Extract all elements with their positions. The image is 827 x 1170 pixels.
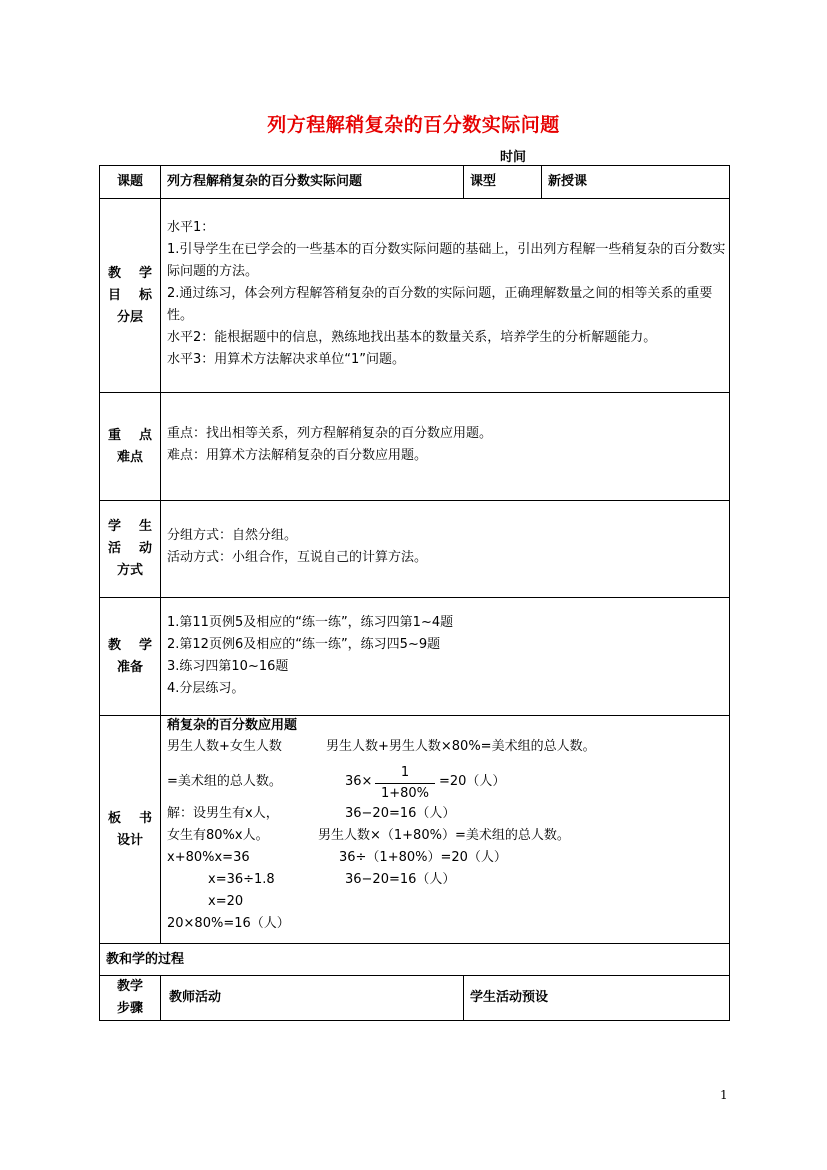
key-points-label-line: 重 点 [108, 427, 152, 443]
goals-label-line: 教 学 [108, 265, 152, 281]
goal-line: 2.通过练习，体会列方程解答稍复杂的百分数的实际问题，正确理解数量之间的相等关系的重要性。 [167, 286, 713, 323]
topic-value: 列方程解稍复杂的百分数实际问题 [161, 166, 464, 199]
activity-content [161, 501, 730, 598]
board-left-line: =美术组的总人数。 [167, 774, 282, 789]
board-left-line: 20×80%=16（人） [167, 916, 290, 931]
board-right-line: 36−20=16（人） [345, 872, 456, 887]
key-points-content [161, 393, 730, 501]
goal-line: 1.引导学生在已学会的一些基本的百分数实际问题的基础上，引出列方程解一些稍复杂的百分数实际问题的方法。 [167, 242, 726, 279]
goals-label-line: 分层 [116, 309, 143, 325]
step-label-line: 步骤 [116, 1001, 143, 1016]
preparation-label [100, 598, 161, 716]
board-row [100, 716, 730, 944]
fraction-denominator: 1+80% [375, 783, 435, 804]
board-right-line: 36× [345, 774, 373, 789]
key-points-label-line: 难点 [116, 449, 143, 465]
key-points-label [100, 393, 161, 501]
board-left-line: 男生人数+女生人数 [167, 739, 282, 754]
header-row [100, 166, 730, 199]
goals-content [161, 199, 730, 393]
preparation-line: 3.练习四第10~16题 [167, 659, 289, 674]
board-content [161, 716, 730, 944]
preparation-line: 1.第11页例5及相应的“练一练”，练习四第1~4题 [167, 615, 454, 630]
student-activity-header: 学生活动预设 [464, 976, 730, 1021]
activity-line: 活动方式：小组合作，互说自己的计算方法。 [167, 550, 428, 565]
board-right-line: 36−20=16（人） [345, 806, 456, 821]
teacher-activity-header: 教师活动 [161, 976, 464, 1021]
goals-label-line: 目 标 [108, 287, 152, 303]
process-heading-row [100, 944, 730, 976]
lesson-plan-table [99, 165, 730, 1021]
board-right-line: 男生人数×（1+80%）=美术组的总人数。 [318, 828, 570, 843]
step-label [100, 976, 161, 1021]
board-left-line: x=20 [208, 894, 244, 909]
board-right-line: 男生人数+男生人数×80%=美术组的总人数。 [326, 739, 596, 754]
goals-row [100, 199, 730, 393]
board-left-line: x+80%x=36 [167, 850, 250, 865]
goal-line: 水平2：能根据题中的信息，熟练地找出基本的数量关系，培养学生的分析解题能力。 [167, 330, 657, 345]
board-heading: 稍复杂的百分数应用题 [167, 718, 298, 733]
key-point-line: 难点：用算术方法解稍复杂的百分数应用题。 [167, 448, 428, 463]
board-right-line: =20（人） [439, 774, 506, 789]
activity-label [100, 501, 161, 598]
preparation-line: 4.分层练习。 [167, 681, 245, 696]
document-title: 列方程解稍复杂的百分数实际问题 [267, 114, 560, 136]
fraction [375, 763, 435, 804]
board-left-line: x=36÷1.8 [208, 872, 275, 887]
board-left-line: 解：设男生有x人， [167, 806, 279, 821]
fraction-numerator: 1 [400, 765, 410, 780]
goals-label [100, 199, 161, 393]
activity-label-line: 活 动 [108, 541, 152, 556]
board-right-line: 36÷（1+80%）=20（人） [339, 850, 507, 865]
type-value: 新授课 [542, 166, 730, 199]
type-label: 课型 [464, 166, 542, 199]
process-heading: 教和学的过程 [100, 944, 730, 976]
goal-line: 水平1： [167, 220, 215, 235]
activity-label-line: 学 生 [108, 519, 152, 534]
preparation-row [100, 598, 730, 716]
activity-label-line: 方式 [116, 563, 143, 578]
board-label [100, 716, 161, 944]
board-left-line: 女生有80%x人。 [167, 828, 269, 843]
board-label-line: 设计 [116, 832, 143, 848]
activity-line: 分组方式：自然分组。 [167, 528, 298, 543]
topic-label: 课题 [100, 166, 161, 199]
process-columns-row [100, 976, 730, 1021]
preparation-label-line: 教 学 [108, 637, 152, 653]
time-label: 时间 [500, 150, 527, 165]
board-label-line: 板 书 [108, 810, 152, 826]
preparation-label-line: 准备 [116, 659, 143, 675]
preparation-content [161, 598, 730, 716]
activity-row [100, 501, 730, 598]
page-number: 1 [720, 1088, 728, 1102]
key-point-line: 重点：找出相等关系，列方程解稍复杂的百分数应用题。 [167, 426, 493, 441]
step-label-line: 教学 [116, 979, 143, 994]
preparation-line: 2.第12页例6及相应的“练一练”，练习四5~9题 [167, 637, 441, 652]
key-points-row [100, 393, 730, 501]
goal-line: 水平3：用算术方法解决求单位“1”问题。 [167, 352, 406, 367]
